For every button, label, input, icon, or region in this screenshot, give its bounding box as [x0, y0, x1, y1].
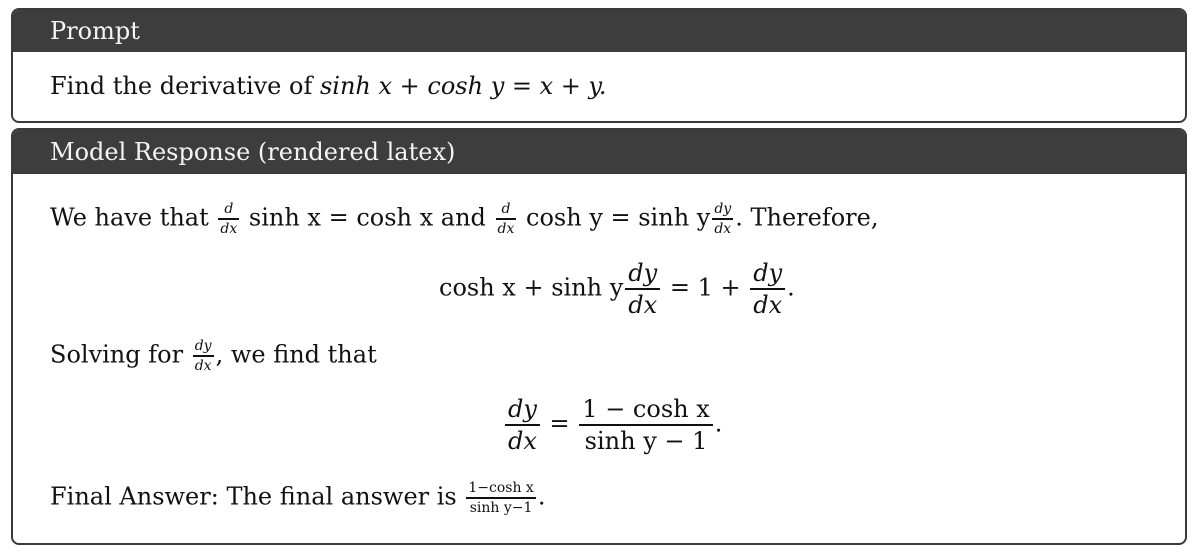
eq1-end: .	[787, 273, 795, 302]
equation-2	[503, 396, 722, 454]
response-body	[13, 174, 1185, 544]
prompt-panel	[11, 8, 1187, 123]
d-dx-fraction: $\frac{d}{dx}$	[220, 201, 238, 237]
final-prefix: Final Answer: The final answer is	[50, 482, 465, 511]
eq2-rhs: $\frac{\text{1 − cosh x}}{\text{sinh y − 1}}$	[579, 396, 712, 454]
line1-part2: cosh y = sinh y	[518, 203, 711, 232]
equation-1	[439, 260, 795, 318]
response-header	[13, 130, 1185, 174]
response-panel	[11, 128, 1187, 545]
eq1-left: cosh x + sinh y	[439, 273, 624, 302]
prompt-text: Find the derivative of	[50, 72, 320, 100]
line1-prefix: We have that	[50, 203, 217, 232]
line1-part1: sinh x = cosh x and	[241, 203, 494, 232]
prompt-header-label: Prompt	[50, 17, 140, 45]
response-line-1	[50, 202, 878, 236]
line2-suffix: , we find that	[215, 340, 377, 369]
d-dx-fraction-2: $\frac{d}{dx}$	[497, 201, 515, 237]
line2-dy-dx: $\frac{dy}{dx}$	[194, 338, 212, 374]
prompt-body	[13, 52, 1185, 100]
prompt-header	[13, 10, 1185, 52]
final-answer-line	[50, 481, 545, 515]
dy-dx-fraction: $\frac{dy}{dx}$	[714, 201, 732, 237]
prompt-expression: sinh x + cosh y = x + y.	[319, 72, 607, 100]
eq1-dy-dx-2: $\frac{dy}{dx}$	[750, 260, 785, 318]
eq2-lhs: $\frac{dy}{dx}$	[505, 396, 540, 454]
final-end: .	[537, 482, 546, 511]
line2-prefix: Solving for	[50, 340, 191, 369]
eq1-middle: = 1 +	[662, 273, 749, 302]
line1-suffix: . Therefore,	[735, 203, 879, 232]
eq2-end: .	[714, 409, 723, 438]
response-header-label: Model Response (rendered latex)	[50, 138, 456, 166]
eq1-dy-dx-1: $\frac{dy}{dx}$	[625, 260, 660, 318]
eq2-equals: =	[541, 409, 578, 438]
response-line-2	[50, 339, 377, 373]
final-answer-fraction: $\frac{\text{1−cosh x}}{\text{sinh y−1}}$	[468, 480, 534, 516]
